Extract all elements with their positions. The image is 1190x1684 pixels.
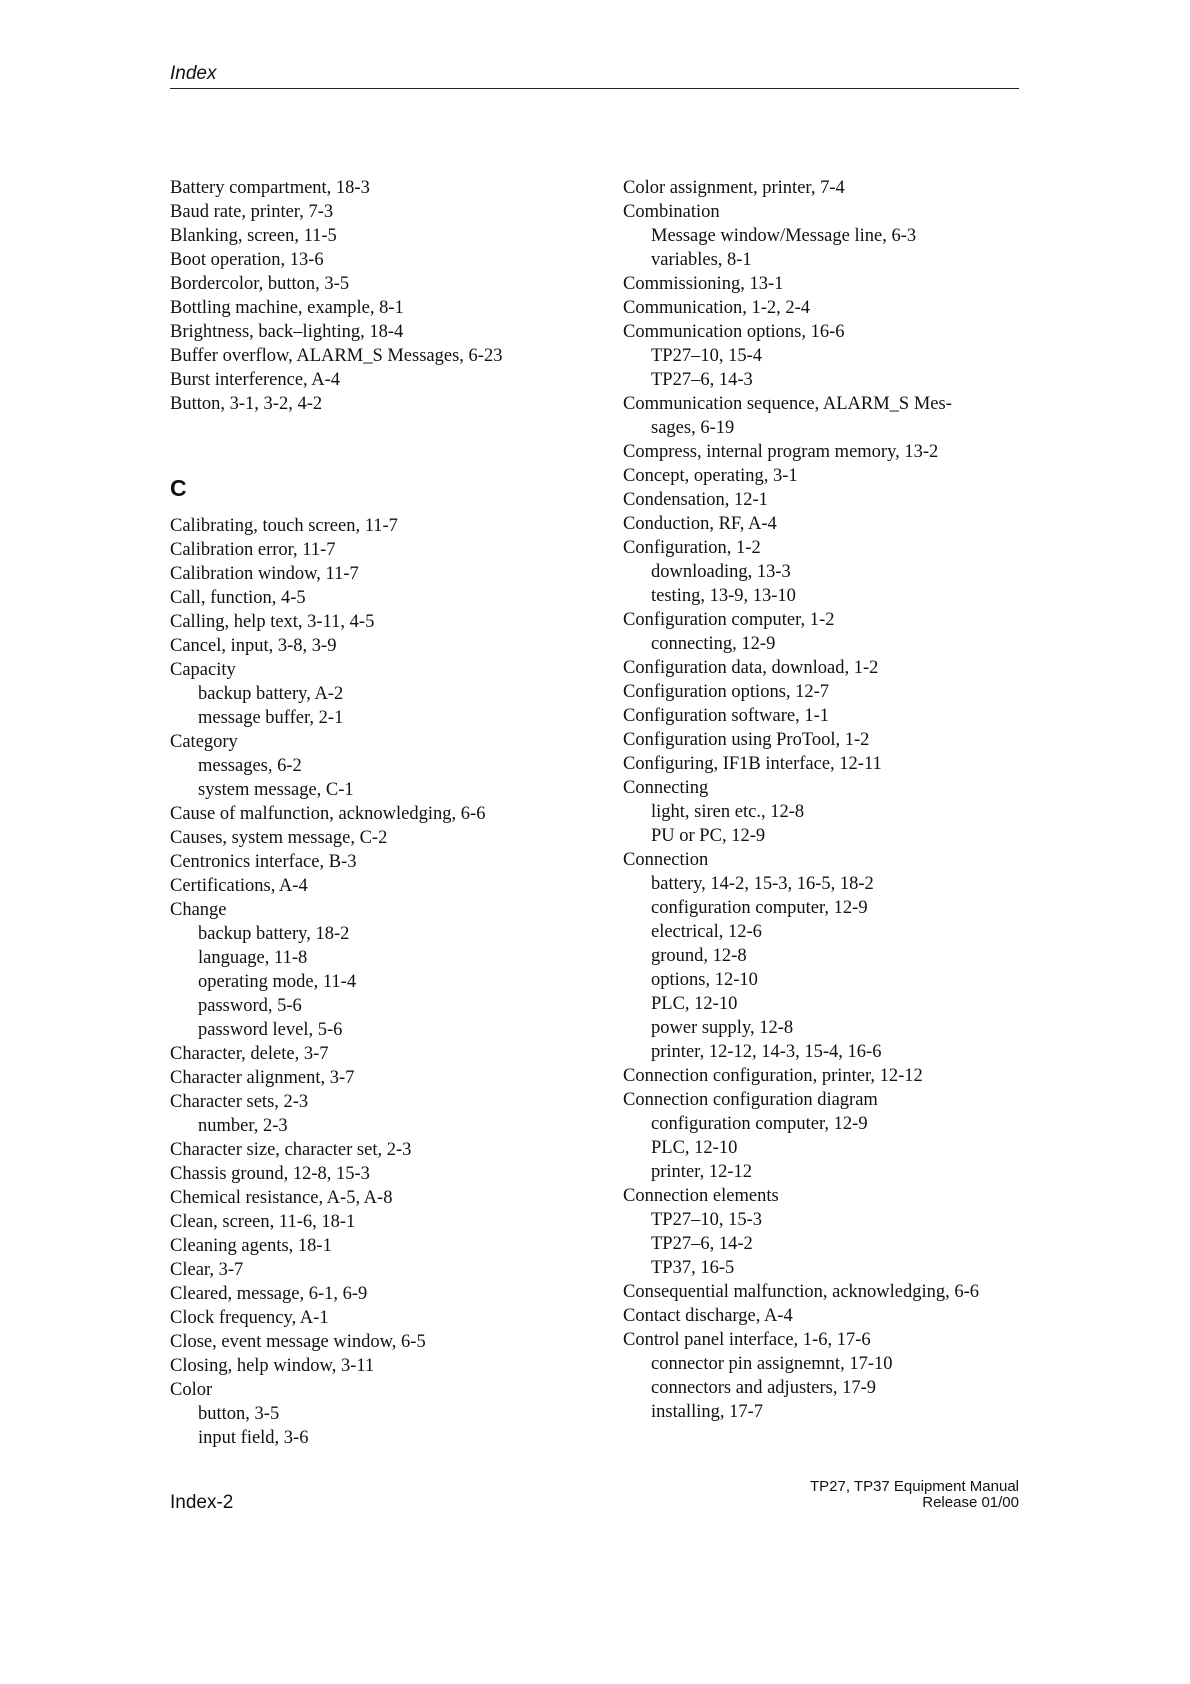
index-entry: Cleared, message, 6-1, 6-9: [170, 1284, 368, 1304]
index-entry: Chemical resistance, A-5, A-8: [170, 1188, 393, 1208]
index-subentry: connector pin assignemnt, 17-10: [651, 1354, 893, 1374]
index-subentry: testing, 13-9, 13-10: [651, 586, 796, 606]
index-subentry: TP27–10, 15-4: [651, 346, 762, 366]
index-entry: Cause of malfunction, acknowledging, 6-6: [170, 804, 486, 824]
index-subentry: password level, 5-6: [198, 1020, 343, 1040]
running-header-title: Index: [170, 63, 217, 84]
index-subentry: options, 12-10: [651, 970, 758, 990]
index-entry: Call, function, 4-5: [170, 588, 306, 608]
index-subentry: light, siren etc., 12-8: [651, 802, 805, 822]
index-entry: Connecting: [623, 778, 709, 798]
index-entry: Causes, system message, C-2: [170, 828, 388, 848]
index-subentry: messages, 6-2: [198, 756, 302, 776]
index-entry: Calibration window, 11-7: [170, 564, 359, 584]
index-subentry: printer, 12-12, 14-3, 15-4, 16-6: [651, 1042, 882, 1062]
index-subentry: TP27–10, 15-3: [651, 1210, 762, 1230]
index-subentry: sages, 6-19: [651, 418, 735, 438]
index-subentry: Message window/Message line, 6-3: [651, 226, 917, 246]
index-subentry: PLC, 12-10: [651, 1138, 738, 1158]
index-entry: Blanking, screen, 11-5: [170, 226, 337, 246]
index-subentry: language, 11-8: [198, 948, 308, 968]
index-subentry: connectors and adjusters, 17-9: [651, 1378, 877, 1398]
index-entry: Closing, help window, 3-11: [170, 1356, 375, 1376]
index-subentry: button, 3-5: [198, 1404, 280, 1424]
index-entry: Button, 3-1, 3-2, 4-2: [170, 394, 323, 414]
index-entry: Calibrating, touch screen, 11-7: [170, 516, 398, 536]
section-spacer: [170, 416, 610, 474]
index-entry: Color assignment, printer, 7-4: [623, 178, 845, 198]
index-subentry: battery, 14-2, 15-3, 16-5, 18-2: [651, 874, 874, 894]
index-entry: Bottling machine, example, 8-1: [170, 298, 404, 318]
index-entry: Concept, operating, 3-1: [623, 466, 798, 486]
index-subentry: operating mode, 11-4: [198, 972, 357, 992]
index-entry: Configuration, 1-2: [623, 538, 761, 558]
section-heading-c: C: [170, 475, 187, 501]
index-subentry: downloading, 13-3: [651, 562, 791, 582]
index-column-left: [170, 176, 610, 1450]
index-subentry: TP27–6, 14-3: [651, 370, 753, 390]
index-entry: Brightness, back–lighting, 18-4: [170, 322, 404, 342]
index-subentry: configuration computer, 12-9: [651, 1114, 868, 1134]
index-entry: Connection configuration diagram: [623, 1090, 878, 1110]
index-subentry: installing, 17-7: [651, 1402, 764, 1422]
index-entry: Communication options, 16-6: [623, 322, 845, 342]
index-subentry: number, 2-3: [198, 1116, 288, 1136]
index-subentry: printer, 12-12: [651, 1162, 752, 1182]
index-entry: Consequential malfunction, acknowledging, 6-6: [623, 1282, 980, 1302]
index-entry: Calibration error, 11-7: [170, 540, 336, 560]
index-subentry: backup battery, 18-2: [198, 924, 350, 944]
index-entry: Configuration computer, 1-2: [623, 610, 835, 630]
page-number: Index-2: [170, 1492, 234, 1513]
header-rule: [170, 88, 1019, 89]
index-entry: Contact discharge, A-4: [623, 1306, 793, 1326]
index-entry: Clock frequency, A-1: [170, 1308, 329, 1328]
index-entry: Configuration software, 1-1: [623, 706, 830, 726]
index-entry: Conduction, RF, A-4: [623, 514, 777, 534]
index-subentry: variables, 8-1: [651, 250, 752, 270]
index-entry: Battery compartment, 18-3: [170, 178, 370, 198]
index-entry: Configuration options, 12-7: [623, 682, 830, 702]
index-subentry: password, 5-6: [198, 996, 302, 1016]
index-entry: Compress, internal program memory, 13-2: [623, 442, 939, 462]
index-entry: Control panel interface, 1-6, 17-6: [623, 1330, 871, 1350]
index-entry: Cancel, input, 3-8, 3-9: [170, 636, 337, 656]
index-entry: Commissioning, 13-1: [623, 274, 784, 294]
index-column-right: [623, 176, 1023, 1424]
index-entry: Clear, 3-7: [170, 1260, 244, 1280]
index-entry: Connection configuration, printer, 12-12: [623, 1066, 923, 1086]
index-entry: Character, delete, 3-7: [170, 1044, 329, 1064]
index-subentry: PLC, 12-10: [651, 994, 738, 1014]
index-entry: Boot operation, 13-6: [170, 250, 324, 270]
index-entries-right: [623, 176, 1023, 1424]
index-entry: Close, event message window, 6-5: [170, 1332, 426, 1352]
footer-manual-info: [810, 1479, 1019, 1511]
index-entry: Change: [170, 900, 227, 920]
manual-release: Release 01/00: [922, 1494, 1019, 1511]
index-subentry: ground, 12-8: [651, 946, 747, 966]
index-subentry: message buffer, 2-1: [198, 708, 344, 728]
index-entry: Combination: [623, 202, 720, 222]
index-entry: Communication sequence, ALARM_S Mes-: [623, 394, 952, 414]
index-entry: Cleaning agents, 18-1: [170, 1236, 332, 1256]
index-entry: Connection elements: [623, 1186, 779, 1206]
index-entry: Configuration using ProTool, 1-2: [623, 730, 870, 750]
index-entry: Category: [170, 732, 238, 752]
index-entry: Calling, help text, 3-11, 4-5: [170, 612, 375, 632]
index-entry: Buffer overflow, ALARM_S Messages, 6-23: [170, 346, 503, 366]
index-subentry: system message, C-1: [198, 780, 354, 800]
index-entry: Centronics interface, B-3: [170, 852, 357, 872]
index-entry: Character size, character set, 2-3: [170, 1140, 412, 1160]
index-entry: Connection: [623, 850, 709, 870]
index-entry: Clean, screen, 11-6, 18-1: [170, 1212, 356, 1232]
index-entry: Baud rate, printer, 7-3: [170, 202, 334, 222]
index-subentry: PU or PC, 12-9: [651, 826, 766, 846]
index-entry: Chassis ground, 12-8, 15-3: [170, 1164, 370, 1184]
index-entry: Certifications, A-4: [170, 876, 308, 896]
index-entry: Burst interference, A-4: [170, 370, 341, 390]
index-entry: Color: [170, 1380, 213, 1400]
index-entry: Character alignment, 3-7: [170, 1068, 355, 1088]
index-entry: Condensation, 12-1: [623, 490, 768, 510]
index-subentry: configuration computer, 12-9: [651, 898, 868, 918]
index-entry: Communication, 1-2, 2-4: [623, 298, 811, 318]
index-entry: Bordercolor, button, 3-5: [170, 274, 350, 294]
index-subentry: TP37, 16-5: [651, 1258, 735, 1278]
index-entry: Capacity: [170, 660, 236, 680]
index-subentry: electrical, 12-6: [651, 922, 762, 942]
index-subentry: connecting, 12-9: [651, 634, 776, 654]
manual-title: TP27, TP37 Equipment Manual: [809, 1478, 1019, 1495]
index-subentry: power supply, 12-8: [651, 1018, 794, 1038]
index-subentry: backup battery, A-2: [198, 684, 344, 704]
index-entry: Character sets, 2-3: [170, 1092, 309, 1112]
index-entries-c: [170, 514, 610, 1450]
index-subentry: input field, 3-6: [198, 1428, 309, 1448]
index-entry: Configuring, IF1B interface, 12-11: [623, 754, 882, 774]
index-subentry: TP27–6, 14-2: [651, 1234, 753, 1254]
index-entry: Configuration data, download, 1-2: [623, 658, 879, 678]
index-entries-b: [170, 176, 610, 416]
